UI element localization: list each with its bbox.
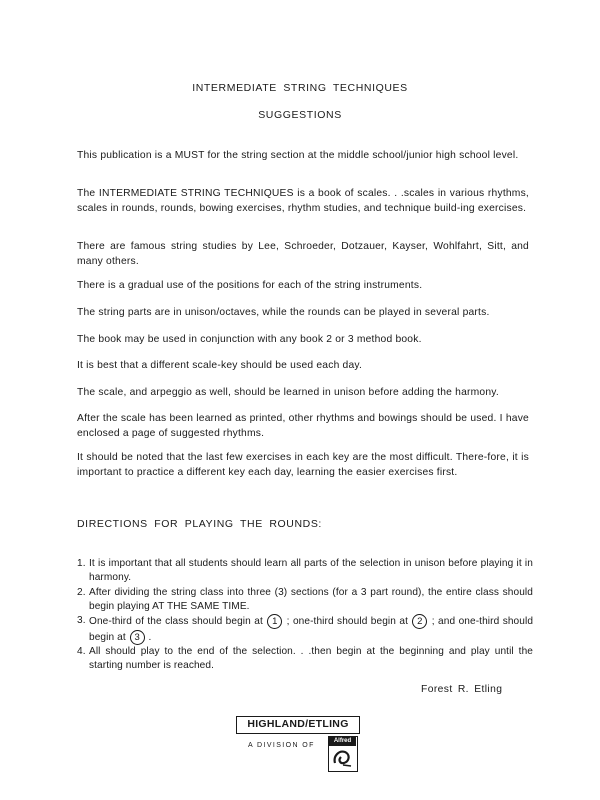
item-text: It is important that all students should learn all parts of the selection in unison before playing it in harmony. bbox=[89, 558, 533, 584]
circled-number-1: 1 bbox=[267, 614, 282, 629]
circled-number-2: 2 bbox=[412, 614, 427, 629]
author-signature: Forest R. Etling bbox=[421, 684, 503, 695]
page-title: INTERMEDIATE STRING TECHNIQUES bbox=[192, 82, 408, 94]
alfred-swirl-icon bbox=[331, 747, 354, 769]
item-number: 3. bbox=[77, 615, 86, 627]
list-item bbox=[77, 586, 533, 615]
paragraph-9: After the scale has been learned as printed, other rhythms and bowings should be used. I have enclosed a page of suggested rhythms. bbox=[77, 413, 529, 439]
paragraph-6: The book may be used in conjunction with any book 2 or 3 method book. bbox=[77, 334, 422, 345]
list-item bbox=[77, 645, 533, 674]
item-number: 2. bbox=[77, 586, 86, 598]
publisher-logo bbox=[236, 716, 360, 775]
paragraph-2: The INTERMEDIATE STRING TECHNIQUES is a book of scales. . .scales in various rhythms, scales in rounds, rounds, bowing exercises, rhythm studies, and technique build-ing exercises. bbox=[77, 188, 529, 214]
page-subtitle: SUGGESTIONS bbox=[258, 109, 342, 121]
item-text: After dividing the string class into three (3) sections (for a 3 part round), the entire class should begin playing AT THE SAME TIME. bbox=[89, 586, 533, 612]
item-text-d: . bbox=[148, 631, 152, 643]
paragraph-4: There is a gradual use of the positions for each of the string instruments. bbox=[77, 280, 423, 291]
paragraph-8: The scale, and arpeggio as well, should be learned in unison before adding the harmony. bbox=[77, 387, 499, 398]
paragraph-1: This publication is a MUST for the string section at the middle school/junior high school level. bbox=[77, 150, 519, 161]
directions-list bbox=[77, 557, 533, 674]
item-number: 4. bbox=[77, 646, 86, 658]
logo-wordmark: HIGHLAND/ETLING bbox=[236, 716, 360, 734]
item-text: All should play to the end of the selection. . .then begin at the beginning and play until the starting number is reached. bbox=[89, 646, 533, 672]
paragraph-7: It is best that a different scale-key should be used each day. bbox=[77, 360, 363, 371]
list-item bbox=[77, 614, 533, 645]
alfred-brand-label: Alfred bbox=[329, 737, 356, 746]
logo-division-text: A DIVISION OF bbox=[248, 742, 315, 749]
item-text-c: ; and one-third should begin at bbox=[89, 616, 534, 643]
circled-number-3: 3 bbox=[130, 630, 145, 645]
paragraph-3: There are famous string studies by Lee, Schroeder, Dotzauer, Kayser, Wohlfahrt, Sitt, and many others. bbox=[77, 241, 529, 267]
item-number: 1. bbox=[77, 558, 86, 569]
item-text-a: One-third of the class should begin at bbox=[89, 616, 263, 628]
item-text-b: ; one-third should begin at bbox=[286, 616, 408, 628]
paragraph-10: It should be noted that the last few exercises in each key are the most difficult. There-fore, it is important to practice a different key each day, learning the easier exercises first. bbox=[77, 452, 529, 478]
alfred-logo-icon bbox=[328, 736, 358, 772]
directions-heading: DIRECTIONS FOR PLAYING THE ROUNDS: bbox=[77, 518, 322, 530]
list-item bbox=[77, 557, 533, 586]
paragraph-5: The string parts are in unison/octaves, while the rounds can be played in several parts. bbox=[77, 307, 490, 318]
